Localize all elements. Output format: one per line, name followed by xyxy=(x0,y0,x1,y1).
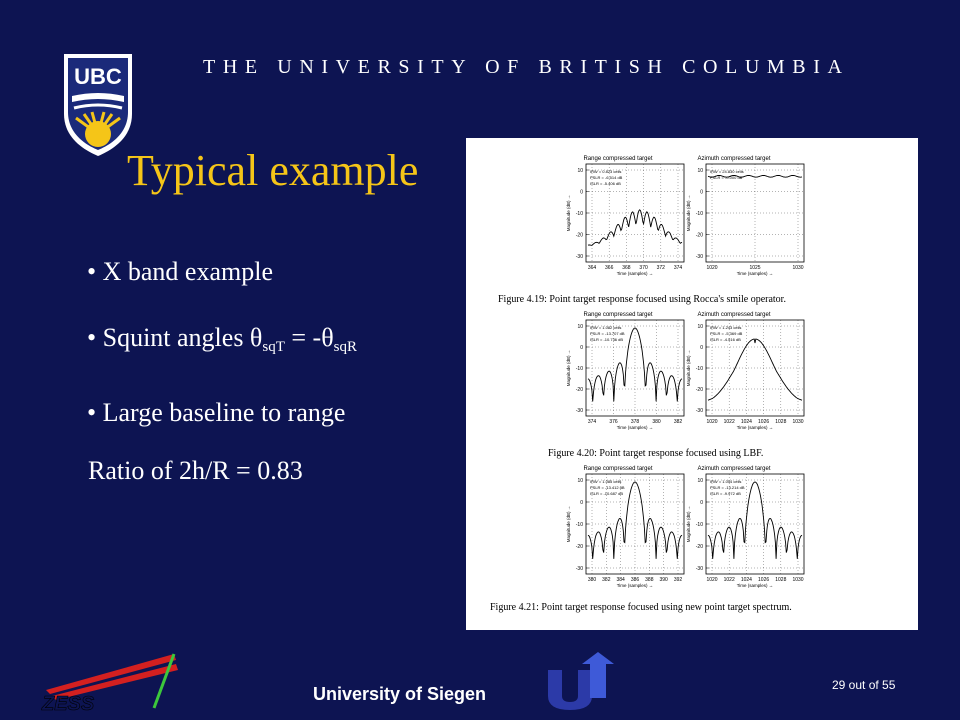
squint-sub-r: sqR xyxy=(333,339,358,355)
p3-left-xtick: 382 xyxy=(602,577,611,583)
p1-left-ytick: 10 xyxy=(577,168,583,174)
baseline-ratio-text: Ratio of 2h/R = 0.83 xyxy=(88,456,303,485)
baseline-line1: • Large baseline to range xyxy=(87,398,346,427)
p2-right-ytick: 0 xyxy=(700,345,703,351)
p3-right-stat: ISLR = -9.972 dB xyxy=(710,491,741,496)
p1-right-title: Azimuth compressed target xyxy=(697,156,771,162)
p1-left-ytick: -20 xyxy=(575,232,583,239)
p1-left-stat: IRW = 0.823 cells xyxy=(590,169,622,174)
p2-right-stat: ISLR = -4.516 dB xyxy=(710,337,741,342)
p1-left-xtick: 364 xyxy=(587,265,597,271)
p2-right-ylabel: Magnitude (dB) → xyxy=(686,349,691,387)
p2-right-xlabel: Time (samples) → xyxy=(736,425,774,430)
p3-left-xtick: 384 xyxy=(616,577,625,583)
p1-right-xtick: 1020 xyxy=(706,265,718,271)
p3-left-ylabel: Magnitude (dB) → xyxy=(566,505,571,543)
p2-left-ytick: 10 xyxy=(577,324,583,330)
p1-right-ytick: 0 xyxy=(700,189,703,196)
p3-right-stat: IRW = 1.054 cells xyxy=(710,479,742,484)
p3-left-xtick: 390 xyxy=(659,577,668,583)
p1-left-title: Range compressed target xyxy=(583,156,653,162)
p1-left-ytick: -30 xyxy=(575,254,583,260)
plot-curves xyxy=(566,164,804,588)
p2-right-stat: PSLR = -5.369 dB xyxy=(710,331,743,336)
p1-right-ytick: -20 xyxy=(695,232,703,239)
p1-left-stat: ISLR = -5.406 dB xyxy=(590,181,621,186)
p3-right-xtick: 1022 xyxy=(723,577,735,583)
bullet-baseline xyxy=(87,396,457,430)
p3-right-ytick: -20 xyxy=(695,544,703,550)
p1-right-ytick: -30 xyxy=(695,254,703,260)
p2-left-stat: PSLR = -13.707 dB xyxy=(590,331,625,336)
p2-right-xtick: 1022 xyxy=(723,419,735,425)
p2-left-stat: IRW = 1.082 cells xyxy=(590,325,622,330)
p2-left-ytick: -10 xyxy=(575,366,583,372)
p3-left-title: Range compressed target xyxy=(583,466,653,472)
p3-right-xtick: 1020 xyxy=(706,577,718,583)
p2-left-stat: ISLR = -10.736 dB xyxy=(590,337,624,342)
p2-right-ytick: -30 xyxy=(695,408,703,414)
p2-right-xtick: 1030 xyxy=(792,419,804,425)
bullet-list xyxy=(87,255,457,430)
p2-left-xlabel: Time (samples) → xyxy=(616,425,654,430)
p1-right-xtick: 1025 xyxy=(749,265,761,271)
p3-left-xlabel: Time (samples) → xyxy=(616,583,654,588)
p1-left-ytick: -10 xyxy=(575,211,583,217)
squint-sub-t: sqT xyxy=(262,339,285,355)
p2-right-stat: IRW = 1.243 cells xyxy=(710,325,742,330)
p2-left-xtick: 382 xyxy=(673,419,683,425)
p1-left-xtick: 372 xyxy=(656,265,665,271)
bullet-squint-angles xyxy=(87,321,457,364)
p3-right-ytick: 10 xyxy=(697,478,703,484)
squint-prefix: • Squint angles θ xyxy=(87,323,263,352)
university-header: THE UNIVERSITY OF BRITISH COLUMBIA xyxy=(203,56,850,78)
caption-4-20: Figure 4.20: Point target response focused using LBF. xyxy=(548,448,764,459)
p2-right-xtick: 1026 xyxy=(758,419,770,425)
p3-left-stat: PSLR = -13.412 dB xyxy=(590,485,625,490)
p3-left-ytick: 0 xyxy=(580,500,583,506)
p3-right-xtick: 1024 xyxy=(740,577,752,583)
p1-right-ytick: 10 xyxy=(697,168,703,174)
p1-left-xtick: 374 xyxy=(673,265,683,271)
ubc-crest-logo xyxy=(62,52,134,156)
ubc-logo-text: UBC xyxy=(74,64,122,89)
figure-plots xyxy=(466,138,918,630)
p2-right-curve xyxy=(708,339,802,400)
figure-panel xyxy=(466,138,918,630)
p3-left-xtick: 388 xyxy=(645,577,654,583)
p2-left-xtick: 374 xyxy=(587,419,597,425)
p2-left-xtick: 376 xyxy=(609,419,618,425)
p2-right-title: Azimuth compressed target xyxy=(697,312,771,318)
p1-left-xlabel: Time (samples) → xyxy=(616,271,654,276)
p3-right-ytick: -10 xyxy=(695,522,703,528)
p3-right-stat: PSLR = -13.214 dB xyxy=(710,485,745,490)
p1-right-stat: PSLR = -0.000 dB xyxy=(710,175,743,180)
p3-right-ylabel: Magnitude (dB) → xyxy=(686,505,691,543)
p2-right-xtick: 1020 xyxy=(706,419,718,425)
squint-mid: = -θ xyxy=(284,323,334,352)
p3-right-xlabel: Time (samples) → xyxy=(736,583,774,588)
p1-left-ytick: 0 xyxy=(580,189,583,196)
p2-left-xtick: 378 xyxy=(630,419,640,425)
p3-left-xtick: 386 xyxy=(630,577,640,583)
p2-right-ytick: -10 xyxy=(695,366,703,372)
page-number: 29 out of 55 xyxy=(832,678,896,692)
p2-left-ytick: -30 xyxy=(575,408,583,414)
p3-left-ytick: 10 xyxy=(577,478,583,484)
p3-right-xtick: 1028 xyxy=(775,577,787,583)
p3-right-ytick: -30 xyxy=(695,566,703,572)
siegen-logo xyxy=(544,652,614,710)
p3-left-xtick: 392 xyxy=(673,577,683,583)
p2-right-ytick: 10 xyxy=(697,324,703,330)
p2-left-xtick: 380 xyxy=(652,419,661,425)
p1-left-ylabel: Magnitude (dB) → xyxy=(566,194,571,232)
p1-left-xtick: 368 xyxy=(622,265,631,271)
slide-title: Typical example xyxy=(127,146,419,195)
p2-left-ytick: -20 xyxy=(575,387,583,393)
p3-left-ytick: -10 xyxy=(575,522,583,528)
p3-right-xtick: 1030 xyxy=(792,577,804,583)
p1-left-stat: PSLR = -6.514 dB xyxy=(590,175,623,180)
p3-right-title: Azimuth compressed target xyxy=(697,466,771,472)
p2-left-title: Range compressed target xyxy=(583,312,653,318)
caption-4-19: Figure 4.19: Point target response focused using Rocca's smile operator. xyxy=(498,294,786,305)
p1-right-ytick: -10 xyxy=(695,211,703,217)
p3-left-xtick: 380 xyxy=(587,577,597,583)
p1-left-xtick: 370 xyxy=(639,265,648,271)
p1-left-xtick: 366 xyxy=(605,265,614,271)
p3-left-stat: IRW = 1.085 cells xyxy=(590,479,622,484)
p2-left-ytick: 0 xyxy=(580,345,583,351)
p1-right-ylabel: Magnitude (dB) → xyxy=(686,194,691,232)
zess-logo-text: ZESS xyxy=(42,693,95,712)
p1-left-curve xyxy=(588,210,682,246)
p3-left-ytick: -30 xyxy=(575,566,583,572)
footer-university: University of Siegen xyxy=(313,684,487,704)
p2-right-ytick: -20 xyxy=(695,387,703,393)
caption-4-21: Figure 4.21: Point target response focused using new point target spectrum. xyxy=(490,602,792,613)
p3-left-stat: ISLR = -10.687 dB xyxy=(590,491,624,496)
p1-right-xtick: 1030 xyxy=(792,265,804,271)
p2-right-xtick: 1024 xyxy=(740,419,752,425)
p1-right-xlabel: Time (samples) → xyxy=(736,271,774,276)
p2-left-ylabel: Magnitude (dB) → xyxy=(566,349,571,387)
p3-right-ytick: 0 xyxy=(700,500,703,506)
bullet-x-band: • X band example xyxy=(87,257,273,286)
p3-left-ytick: -20 xyxy=(575,544,583,550)
p2-right-xtick: 1028 xyxy=(775,419,787,425)
p3-right-xtick: 1026 xyxy=(758,577,770,583)
zess-logo xyxy=(38,650,183,712)
p1-right-stat: IRW = 24.830 cells xyxy=(710,169,744,174)
